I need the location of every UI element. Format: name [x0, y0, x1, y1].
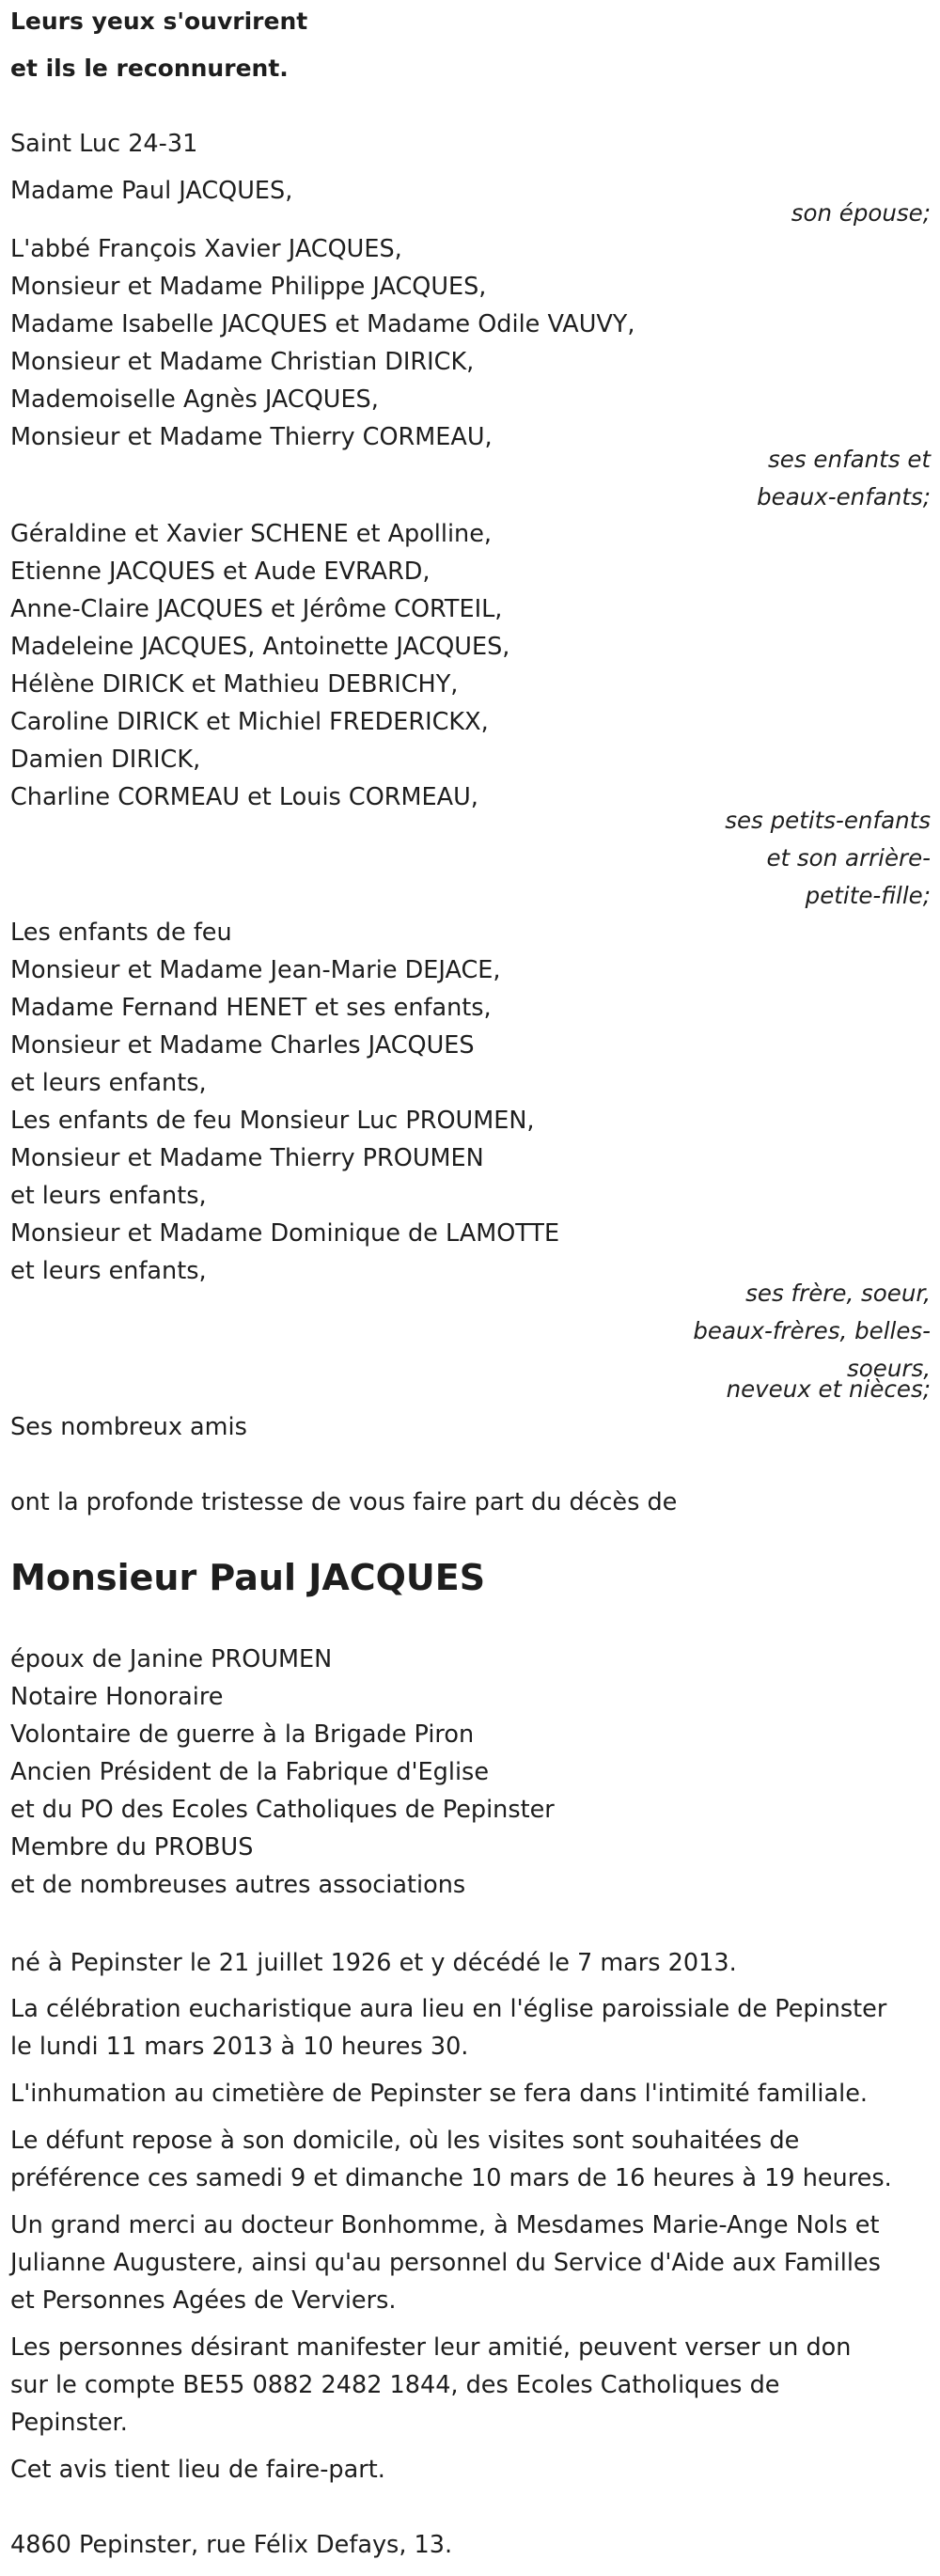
epigraph-line-2: et ils le reconnurent.: [10, 55, 289, 82]
grandchild-line: Charline CORMEAU et Louis CORMEAU,: [10, 783, 478, 811]
thanks-line: et Personnes Agées de Verviers.: [10, 2286, 397, 2315]
address-line: 4860 Pepinster, rue Félix Defays, 13.: [10, 2531, 453, 2559]
sibling-line: Les enfants de feu: [10, 919, 232, 947]
deceased-title: Membre du PROBUS: [10, 1833, 254, 1861]
sibling-line: Monsieur et Madame Jean-Marie DEJACE,: [10, 956, 501, 984]
donation-line: Pepinster.: [10, 2409, 128, 2437]
deceased-name: Monsieur Paul JACQUES: [10, 1557, 486, 1598]
visits-line: Le défunt repose à son domicile, où les visites sont souhaitées de: [10, 2127, 800, 2155]
grandchildren-relation: ses petits-enfants: [725, 807, 931, 834]
sibling-line: et leurs enfants,: [10, 1069, 207, 1097]
children-relation: ses enfants et: [768, 446, 931, 473]
grandchild-line: Damien DIRICK,: [10, 746, 201, 774]
birth-death-line: né à Pepinster le 21 juillet 1926 et y décédé le 7 mars 2013.: [10, 1949, 737, 1977]
friends-line: Ses nombreux amis: [10, 1413, 247, 1441]
siblings-relation: neveux et nièces;: [726, 1375, 931, 1403]
epigraph-line-1: Leurs yeux s'ouvrirent: [10, 8, 308, 35]
grandchildren-relation: petite-fille;: [805, 882, 931, 909]
widow-relation: son épouse;: [791, 199, 931, 227]
grandchild-line: Etienne JACQUES et Aude EVRARD,: [10, 558, 431, 586]
deceased-title: et de nombreuses autres associations: [10, 1871, 466, 1899]
notice-line: Cet avis tient lieu de faire-part.: [10, 2456, 385, 2484]
thanks-line: Julianne Augustere, ainsi qu'au personnel du Service d'Aide aux Familles: [10, 2249, 881, 2277]
deceased-title: Notaire Honoraire: [10, 1683, 224, 1711]
visits-line: préférence ces samedi 9 et dimanche 10 mars de 16 heures à 19 heures.: [10, 2164, 892, 2192]
donation-line: sur le compte BE55 0882 2482 1844, des Ecoles Catholiques de: [10, 2371, 780, 2399]
grandchild-line: Géraldine et Xavier SCHENE et Apolline,: [10, 520, 493, 548]
scripture-reference: Saint Luc 24-31: [10, 130, 198, 158]
sibling-line: Les enfants de feu Monsieur Luc PROUMEN,: [10, 1107, 535, 1135]
grandchild-line: Anne-Claire JACQUES et Jérôme CORTEIL,: [10, 595, 503, 623]
deceased-title: époux de Janine PROUMEN: [10, 1645, 333, 1673]
children-relation: beaux-enfants;: [757, 483, 931, 510]
child-line: Monsieur et Madame Thierry CORMEAU,: [10, 423, 493, 451]
sibling-line: Monsieur et Madame Thierry PROUMEN: [10, 1144, 484, 1172]
grandchildren-relation: et son arrière-: [766, 844, 931, 872]
announcement-line: ont la profonde tristesse de vous faire part du décès de: [10, 1488, 678, 1516]
deceased-title: et du PO des Ecoles Catholiques de Pepinster: [10, 1796, 555, 1824]
burial-line: L'inhumation au cimetière de Pepinster se fera dans l'intimité familiale.: [10, 2080, 869, 2108]
siblings-relation: ses frère, soeur,: [745, 1280, 931, 1307]
sibling-line: et leurs enfants,: [10, 1257, 207, 1285]
child-line: Mademoiselle Agnès JACQUES,: [10, 385, 379, 414]
child-line: Monsieur et Madame Christian DIRICK,: [10, 348, 475, 376]
widow-name: Madame Paul JACQUES,: [10, 177, 293, 205]
celebration-line: La célébration eucharistique aura lieu en l'église paroissiale de Pepinster: [10, 1995, 887, 2023]
sibling-line: et leurs enfants,: [10, 1182, 207, 1210]
sibling-line: Madame Fernand HENET et ses enfants,: [10, 994, 492, 1022]
deceased-title: Volontaire de guerre à la Brigade Piron: [10, 1720, 475, 1749]
siblings-relation: beaux-frères, belles-: [693, 1317, 931, 1344]
grandchild-line: Hélène DIRICK et Mathieu DEBRICHY,: [10, 670, 459, 699]
celebration-line: le lundi 11 mars 2013 à 10 heures 30.: [10, 2033, 469, 2061]
siblings-relation: soeurs,: [847, 1355, 931, 1382]
grandchild-line: Madeleine JACQUES, Antoinette JACQUES,: [10, 633, 510, 661]
thanks-line: Un grand merci au docteur Bonhomme, à Mesdames Marie-Ange Nols et: [10, 2211, 880, 2239]
child-line: Monsieur et Madame Philippe JACQUES,: [10, 273, 487, 301]
deceased-title: Ancien Président de la Fabrique d'Eglise: [10, 1758, 490, 1786]
child-line: L'abbé François Xavier JACQUES,: [10, 235, 402, 263]
child-line: Madame Isabelle JACQUES et Madame Odile VAUVY,: [10, 310, 635, 338]
donation-line: Les personnes désirant manifester leur amitié, peuvent verser un don: [10, 2333, 852, 2362]
grandchild-line: Caroline DIRICK et Michiel FREDERICKX,: [10, 708, 489, 736]
sibling-line: Monsieur et Madame Charles JACQUES: [10, 1031, 475, 1060]
sibling-line: Monsieur et Madame Dominique de LAMOTTE: [10, 1219, 560, 1248]
